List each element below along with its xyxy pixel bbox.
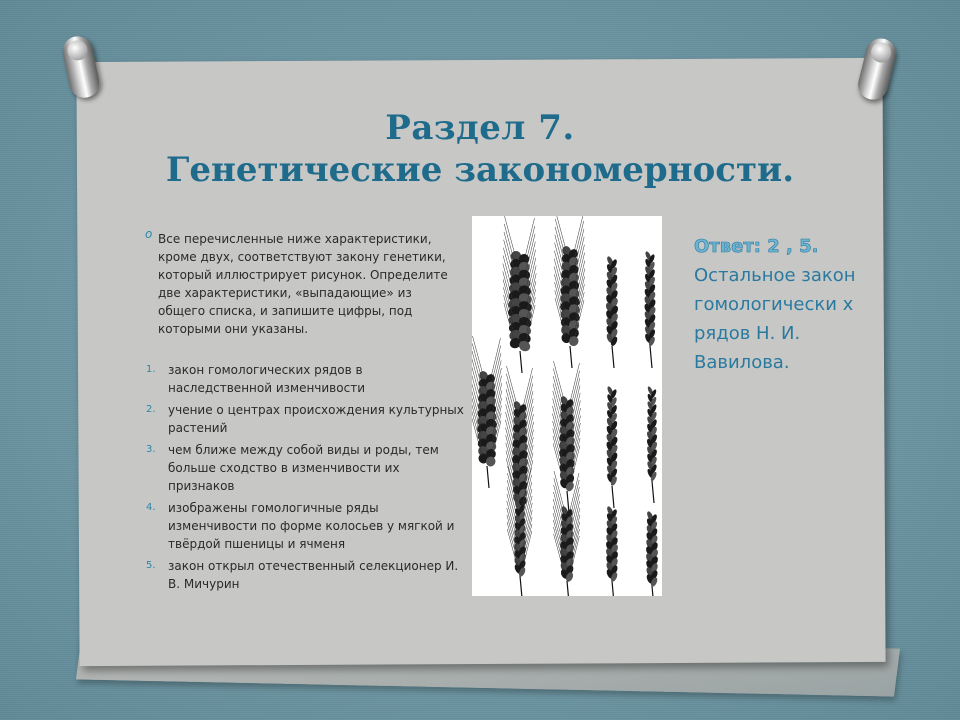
option-text: изображены гомологичные ряды изменчивости по форме колосьев у мягкой и твёрдой пшеницы и ячменя xyxy=(168,501,455,551)
option-text: закон открыл отечественный селекционер И. В. Мичурин xyxy=(168,559,459,591)
options-list xyxy=(146,361,464,597)
slide-title-line2: Генетические закономерности. xyxy=(165,150,795,190)
option-item xyxy=(146,361,464,397)
option-text: закон гомологических рядов в наследственной изменчивости xyxy=(168,363,365,395)
left-pin-icon xyxy=(60,34,102,101)
option-text: учение о центрах происхождения культурных растений xyxy=(168,403,464,435)
ear-3 xyxy=(605,255,620,368)
option-item xyxy=(146,441,464,495)
answer-label: Ответ: 2 , 5. xyxy=(694,236,819,257)
option-number: 5. xyxy=(146,560,156,571)
right-pin-icon xyxy=(855,35,899,102)
ear-9 xyxy=(646,386,659,503)
ear-1 xyxy=(503,216,536,373)
ear-5 xyxy=(472,336,502,488)
bullet-icon: o xyxy=(145,227,153,241)
option-number: 2. xyxy=(146,404,156,415)
ear-7 xyxy=(552,361,580,513)
option-item xyxy=(146,499,464,553)
ear-13 xyxy=(645,510,660,596)
wheat-ears-illustration-icon xyxy=(472,216,662,596)
answer-block xyxy=(694,232,864,377)
ear-8 xyxy=(605,386,619,508)
option-item xyxy=(146,401,464,437)
option-number: 1. xyxy=(146,364,156,375)
ear-4 xyxy=(643,251,657,368)
ear-12 xyxy=(605,505,620,596)
wheat-ears-figure xyxy=(472,216,662,596)
slide-title-line1: Раздел 7. xyxy=(385,108,575,148)
question-text: Все перечисленные ниже характеристики, кроме двух, соответствуют закону генетики, который иллюстрирует рисунок. Определите две характеристики, «выпадающие» из общего списка, и запишите цифры, под которыми они указаны. xyxy=(158,232,448,336)
answer-text: Остальное закон гомологически х рядов Н. И. Вавилова. xyxy=(694,265,856,373)
option-number: 4. xyxy=(146,502,156,513)
option-item xyxy=(146,557,464,593)
option-number: 3. xyxy=(146,444,156,455)
option-text: чем ближе между собой виды и роды, тем больше сходство в изменчивости их признаков xyxy=(168,443,439,493)
ear-2 xyxy=(554,216,585,368)
